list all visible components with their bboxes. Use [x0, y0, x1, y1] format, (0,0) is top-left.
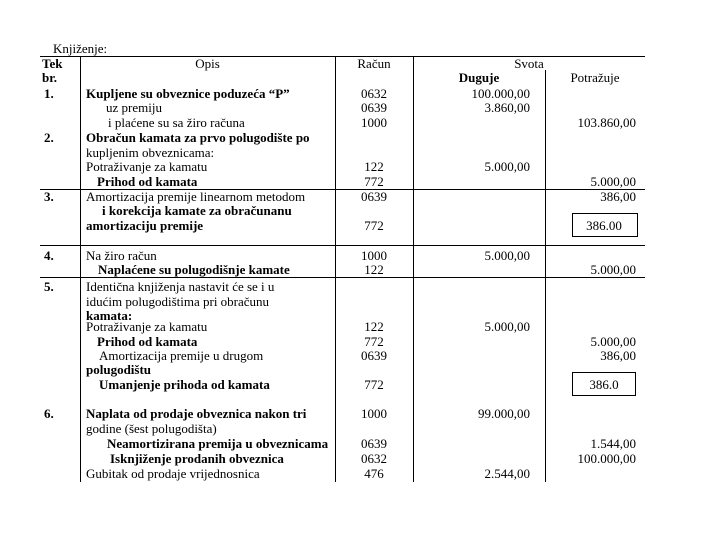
row-divider: [40, 277, 645, 278]
account-number: 772: [364, 377, 384, 392]
row-divider: [40, 245, 645, 246]
entry-description: Naplaćene su polugodišnje kamate: [98, 262, 290, 277]
entry-description: kupljenim obveznicama:: [86, 145, 215, 160]
entry-description: Na žiro račun: [86, 248, 157, 263]
debit-amount: 5.000,00: [484, 159, 530, 174]
account-number: 772: [364, 334, 384, 349]
entry-description: Neamortizirana premija u obveznicama: [107, 436, 329, 451]
header-duguje: Duguje: [458, 70, 500, 85]
entry-description: kamata:: [86, 308, 133, 323]
entry-number: 6.: [44, 406, 54, 421]
debit-amount: 3.860,00: [484, 100, 530, 115]
account-number: 1000: [361, 406, 387, 421]
account-number: 122: [364, 159, 384, 174]
entry-number: 3.: [44, 189, 54, 204]
account-number: 0639: [361, 100, 387, 115]
debit-amount: 2.544,00: [484, 466, 530, 481]
debit-amount: 100.000,00: [471, 86, 530, 101]
entry-description: polugodištu: [86, 362, 152, 377]
entry-description: Naplata od prodaje obveznica nakon tri: [86, 406, 307, 421]
credit-amount: 386.00: [586, 218, 622, 233]
entry-description: Potraživanje za kamatu: [86, 159, 208, 174]
credit-amount: 103.860,00: [577, 115, 636, 130]
credit-amount: 386,00: [600, 189, 636, 204]
debit-amount: 5.000,00: [484, 319, 530, 334]
account-number: 772: [364, 174, 384, 189]
section-title: Knjiženje:: [53, 41, 108, 56]
account-number: 122: [364, 262, 384, 277]
credit-amount: 100.000,00: [577, 451, 636, 466]
debit-amount: 5.000,00: [484, 248, 530, 263]
entry-description: Amortizacija premije u drugom: [99, 348, 264, 363]
entry-description: Kupljene su obveznice poduzeća “P”: [86, 86, 290, 101]
entry-description: Umanjenje prihoda od kamata: [99, 377, 270, 392]
header-racun: Račun: [357, 56, 391, 71]
account-number: 0632: [361, 451, 387, 466]
column-divider: [80, 56, 81, 482]
entry-description: Prihod od kamata: [97, 334, 198, 349]
debit-amount: 99.000,00: [478, 406, 530, 421]
entry-description: i korekcija kamate za obračunanu: [102, 203, 292, 218]
entry-description: Prihod od kamata: [97, 174, 198, 189]
account-number: 0632: [361, 86, 387, 101]
account-number: 122: [364, 319, 384, 334]
header-potrazuje: Potražuje: [570, 70, 620, 85]
entry-description: godine (šest polugodišta): [86, 421, 217, 436]
entry-description: Gubitak od prodaje vrijednosnica: [86, 466, 260, 481]
entry-description: Obračun kamata za prvo polugodište po: [86, 130, 310, 145]
entry-description: idućim polugodištima pri obračunu: [86, 294, 270, 309]
entry-description: Identična knjiženja nastavit će se i u: [86, 279, 275, 294]
header-tek: Tek: [42, 56, 63, 71]
account-number: 476: [364, 466, 384, 481]
credit-amount: 1.544,00: [590, 436, 636, 451]
entry-description: Potraživanje za kamatu: [86, 319, 208, 334]
credit-amount: 5.000,00: [590, 174, 636, 189]
entry-number: 2.: [44, 130, 54, 145]
account-number: 1000: [361, 248, 387, 263]
account-number: 0639: [361, 348, 387, 363]
entry-number: 5.: [44, 279, 54, 294]
entry-description: uz premiju: [106, 100, 162, 115]
credit-amount: 386,00: [600, 348, 636, 363]
account-number: 0639: [361, 436, 387, 451]
entry-description: amortizaciju premije: [86, 218, 204, 233]
entry-description: i plaćene su sa žiro računa: [108, 115, 245, 130]
entry-description: Amortizacija premije linearnom metodom: [86, 189, 306, 204]
header-svota: Svota: [514, 56, 544, 71]
credit-amount: 5.000,00: [590, 262, 636, 277]
credit-amount: 386.0: [589, 377, 619, 392]
entry-number: 1.: [44, 86, 54, 101]
header-br: br.: [42, 70, 58, 85]
entry-description: Isknjiženje prodanih obveznica: [110, 451, 284, 466]
account-number: 1000: [361, 115, 387, 130]
entry-number: 4.: [44, 248, 54, 263]
account-number: 0639: [361, 189, 387, 204]
header-opis: Opis: [195, 56, 220, 71]
credit-amount: 5.000,00: [590, 334, 636, 349]
account-number: 772: [364, 218, 384, 233]
